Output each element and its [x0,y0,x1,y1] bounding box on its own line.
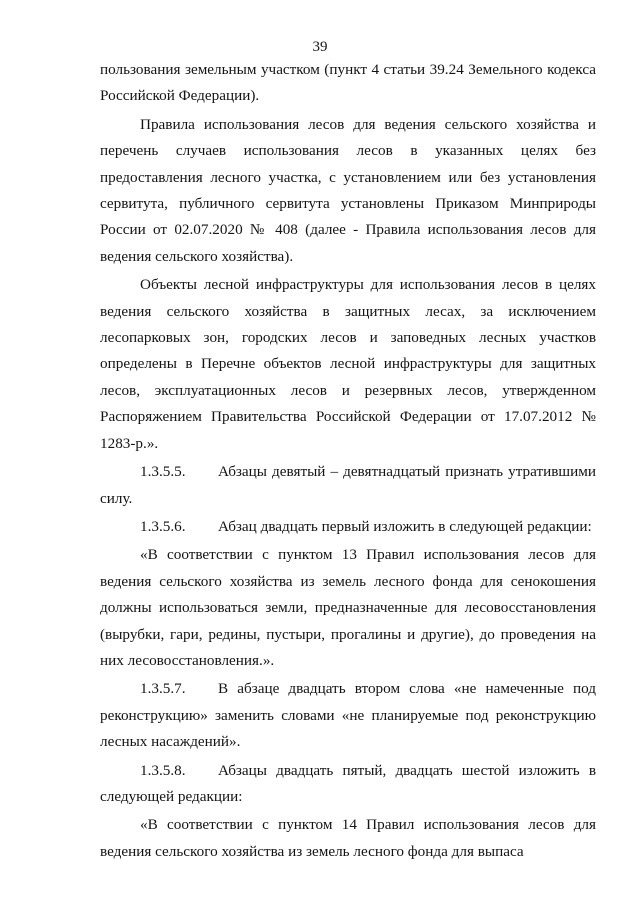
paragraph-9: «В соответствии с пунктом 14 Правил использования лесов для ведения сельского хозяйства из земель лесного фонда для выпаса [100,816,596,860]
clause-text: Абзацы двадцать пятый, двадцать шестой изложить в следующей редакции: [100,761,596,805]
clause-number: 1.3.5.8. [140,761,186,779]
paragraph-5 [100,514,596,540]
paragraph-2: Правила использования лесов для ведения сельского хозяйства и перечень случаев использования лесов в указанных целях без предоставления лесного участка, с установлением или без установления сервитута, публичного сервитута установлены Приказом Минприроды России от 02.07.2020 № 408 (далее - Правила использования лесов для ведения сельского хозяйства). [100,115,596,265]
paragraph-7 [100,676,596,755]
clause-number: 1.3.5.6. [140,517,186,535]
clause-text: Абзац двадцать первый изложить в следующей редакции: [218,517,592,535]
clause-text: Абзацы девятый – девятнадцатый признать утратившими силу. [100,463,596,507]
paragraph-4 [100,459,596,512]
paragraph-1: пользования земельным участком (пункт 4 статьи 39.24 Земельного кодекса Российской Федерации). [100,61,596,105]
paragraph-8 [100,758,596,811]
document-body [100,57,596,867]
page-number: 39 [312,39,328,55]
paragraph-6: «В соответствии с пунктом 13 Правил использования лесов для ведения сельского хозяйства из земель лесного фонда для сенокошения должны использоваться земли, предназначенные для лесовосстановления (вырубки, гари, редины, пустыри, прогалины и другие), до проведения на них лесовосстановления.». [100,546,596,669]
paragraph-3: Объекты лесной инфраструктуры для использования лесов в целях ведения сельского хозяйства в защитных лесах, за исключением лесопарковых зон, городских лесов и заповедных лесных участков определены в Перечне объектов лесной инфраструктуры для защитных лесов, эксплуатационных лесов и резервных лесов, утвержденном Распоряжением Правительства Российской Федерации от 17.07.2012 № 1283-р.». [100,276,596,452]
clause-number: 1.3.5.7. [140,680,186,698]
clause-text: В абзаце двадцать втором слова «не намеченные под реконструкцию» заменить словами «не планируемые под реконструкцию лесных насаждений». [100,680,596,751]
clause-number: 1.3.5.5. [140,463,186,481]
